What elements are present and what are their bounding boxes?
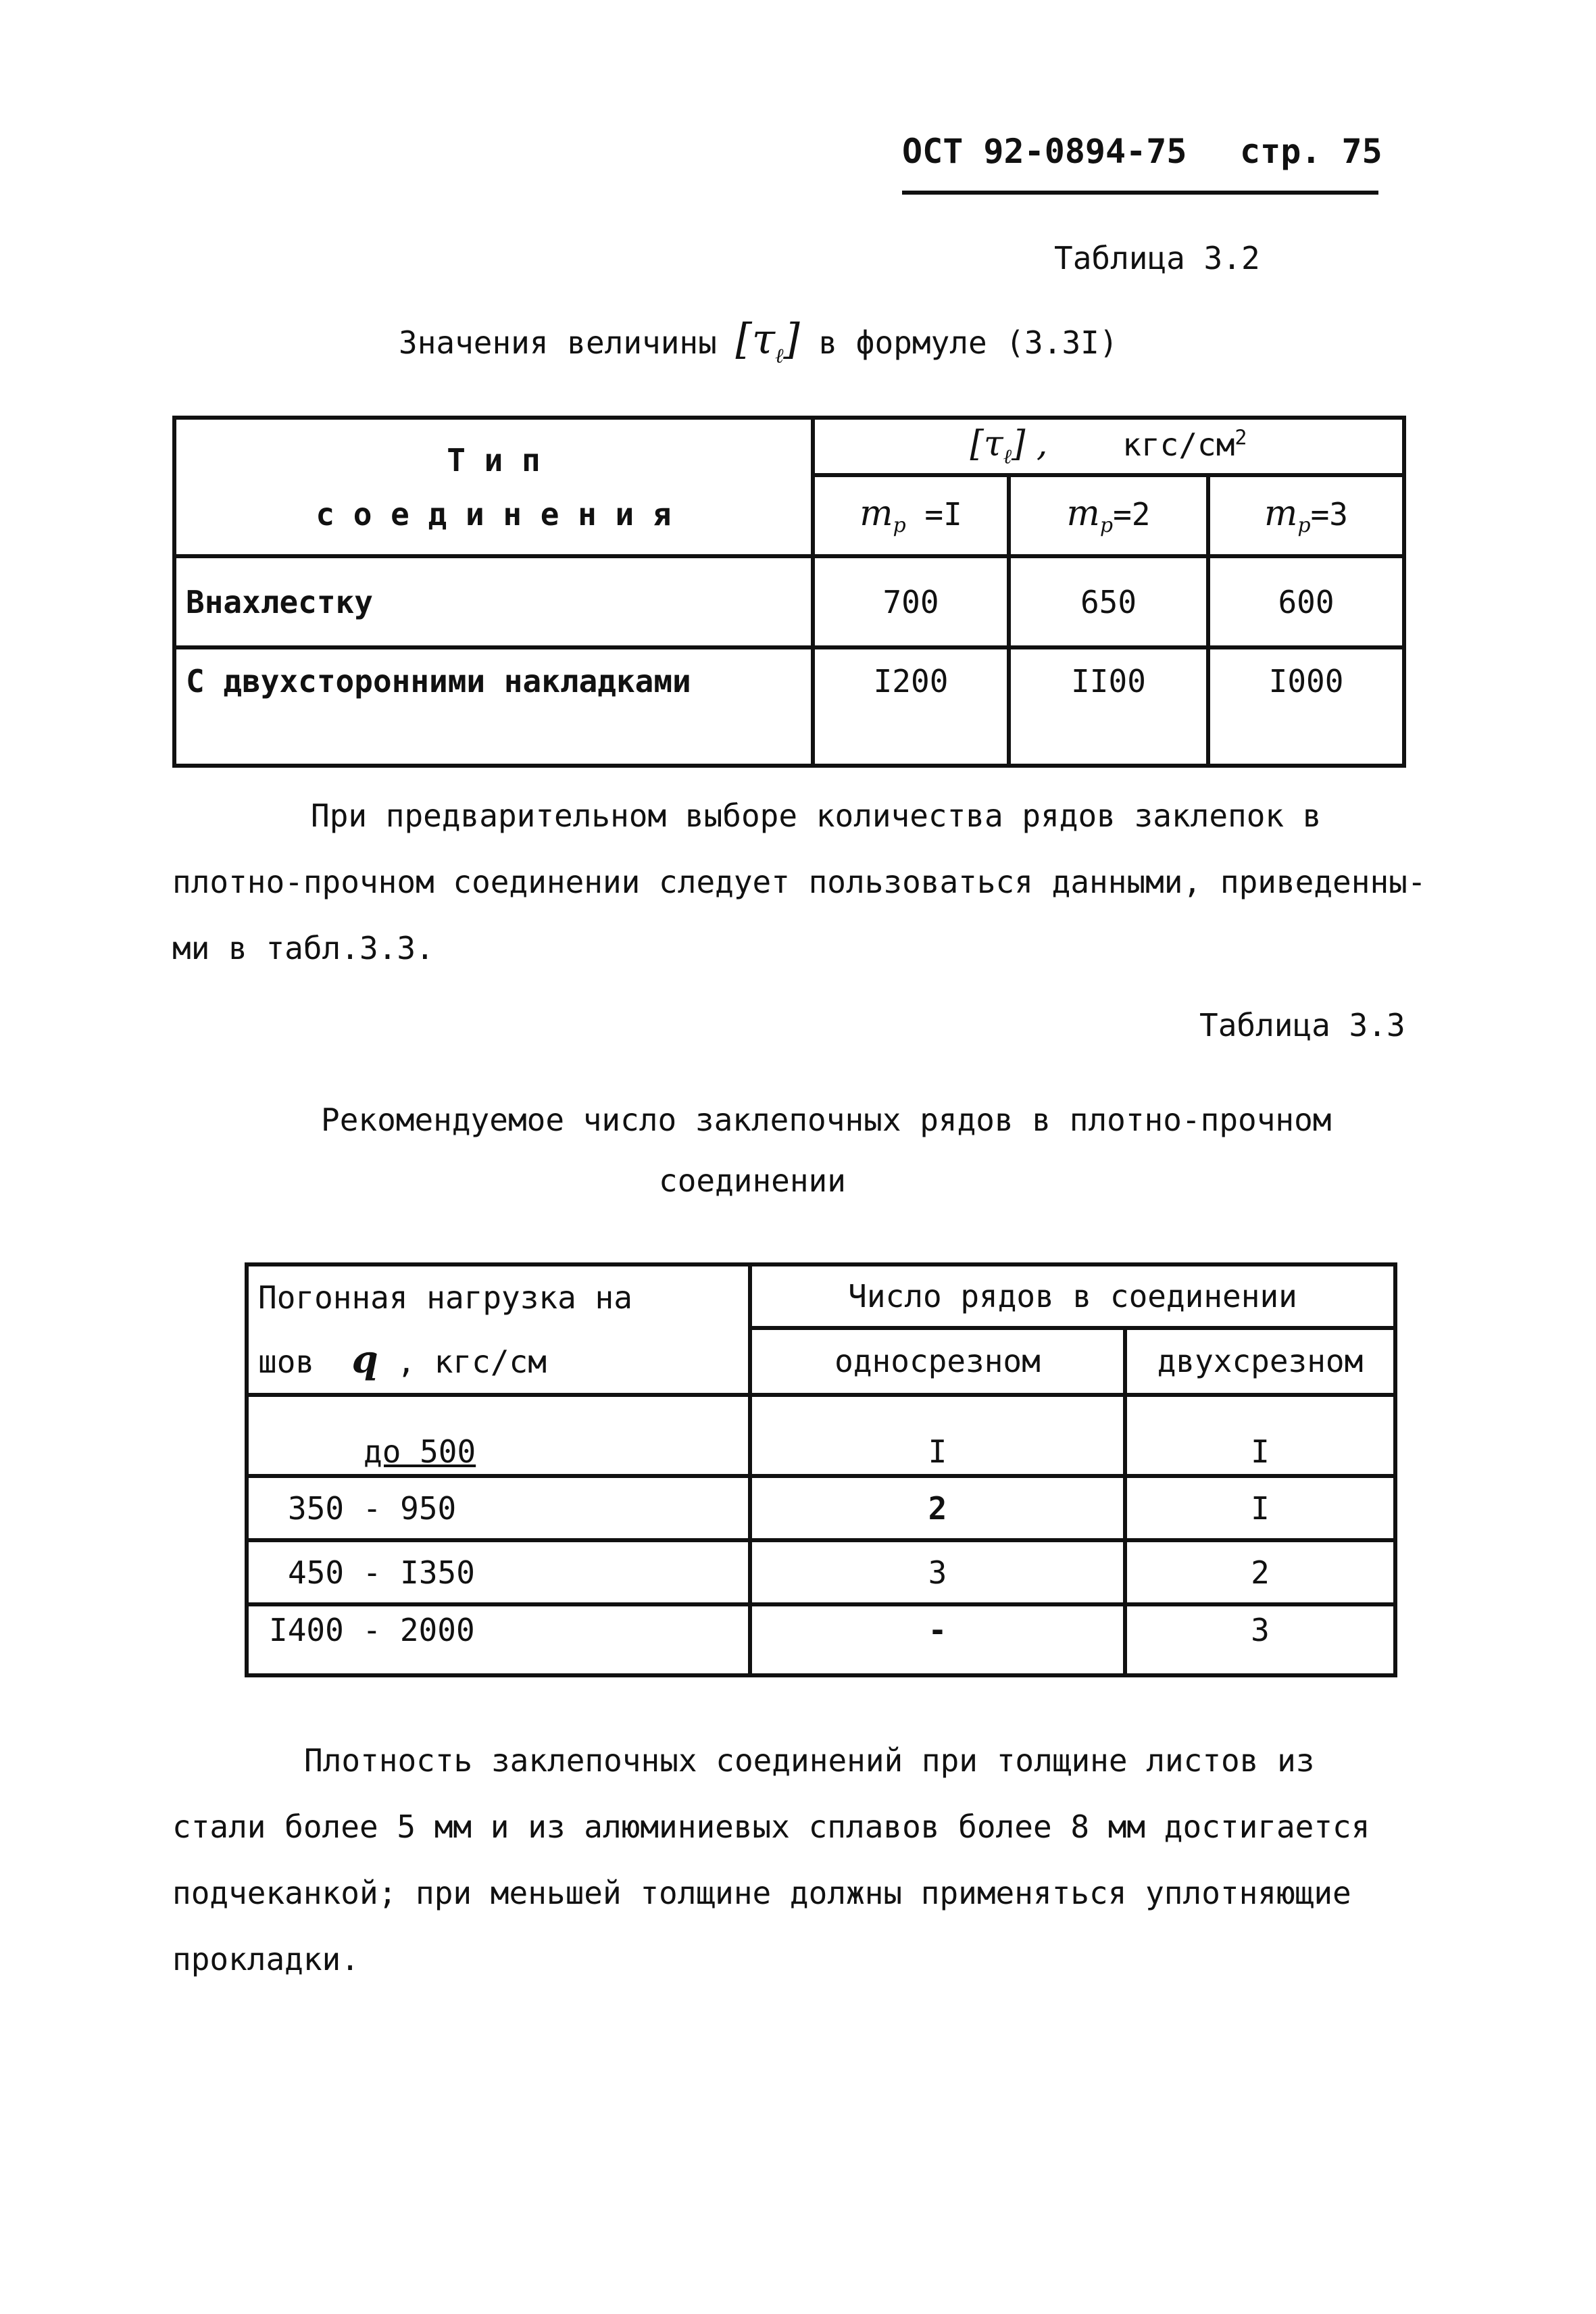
paragraph-1-line-2: плотно-прочном соединении следует пользоваться данными, приведенны-: [172, 864, 1426, 900]
row-load: I400 - 2000: [247, 1604, 750, 1675]
row-single: I: [750, 1395, 1125, 1476]
col-header-load: Погонная нагрузка на шов q , кгс/см: [247, 1264, 750, 1395]
col-header-double-shear: двухсрезном: [1125, 1328, 1395, 1395]
paragraph-1-line-1: При предварительном выборе количества рядов заклепок в: [311, 797, 1322, 834]
col-header-single-shear: односрезном: [750, 1328, 1125, 1395]
table-row: [247, 1540, 1395, 1604]
table-row: [174, 647, 1404, 766]
document-code: ОСТ 92-0894-75: [902, 132, 1187, 171]
row-type: С двухсторонними накладками: [174, 647, 813, 766]
table-3-2: [172, 416, 1406, 768]
table-row: [247, 1476, 1395, 1540]
row-single: 2: [750, 1476, 1125, 1540]
row-load: до 500: [247, 1395, 750, 1476]
tau-symbol: $[\tau_\ell]$: [735, 314, 800, 368]
table-row: [174, 556, 1404, 647]
row-type: Внахлестку: [174, 556, 813, 647]
table-3-2-title-after: в формуле (3.3I): [818, 324, 1118, 361]
table-3-3-caption: Таблица 3.3: [1199, 1007, 1405, 1043]
table-3-2-caption: Таблица 3.2: [1054, 240, 1260, 276]
table-3-2-title-before: Значения величины: [399, 324, 717, 361]
row-value: II00: [1009, 647, 1208, 766]
row-double: I: [1125, 1395, 1395, 1476]
paragraph-2-line-4: прокладки.: [172, 1941, 359, 1977]
paragraph-2-line-2: стали более 5 мм и из алюминиевых сплавов более 8 мм достигается: [172, 1808, 1370, 1845]
row-single: -: [750, 1604, 1125, 1675]
col-group-header: $[\tau_\ell]$ , кгс/$см^2$: [813, 418, 1404, 475]
table-3-3: [245, 1262, 1397, 1677]
table-3-2-title: [399, 314, 1118, 368]
row-load: 450 - I350: [247, 1540, 750, 1604]
header-underline: [902, 191, 1378, 195]
paragraph-2-line-3: подчеканкой; при меньшей толщине должны применяться уплотняющие: [172, 1875, 1351, 1911]
table-row: [247, 1395, 1395, 1476]
col-header-m2: $m_p=2$: [1009, 475, 1208, 556]
page-number: стр. 75: [1240, 132, 1382, 171]
row-value: I000: [1208, 647, 1404, 766]
row-load: 350 - 950: [247, 1476, 750, 1540]
col-header-m3: $m_p=3$: [1208, 475, 1404, 556]
row-value: 700: [813, 556, 1009, 647]
table-row: [247, 1604, 1395, 1675]
table-3-3-title-line-1: Рекомендуемое число заклепочных рядов в плотно-прочном: [321, 1102, 1332, 1138]
paragraph-2-line-1: Плотность заклепочных соединений при толщине листов из: [304, 1742, 1315, 1779]
col-header-m1: $m_p =I$: [813, 475, 1009, 556]
row-double: 3: [1125, 1604, 1395, 1675]
row-value: I200: [813, 647, 1009, 766]
row-value: 650: [1009, 556, 1208, 647]
row-double: 2: [1125, 1540, 1395, 1604]
row-double: I: [1125, 1476, 1395, 1540]
col-header-type: Т и п с о е д и н е н и я: [174, 418, 813, 556]
col-group-rows: Число рядов в соединении: [750, 1264, 1395, 1328]
table-3-3-title-line-2: соединении: [659, 1162, 846, 1199]
paragraph-1-line-3: ми в табл.3.3.: [172, 930, 434, 966]
row-single: 3: [750, 1540, 1125, 1604]
row-value: 600: [1208, 556, 1404, 647]
